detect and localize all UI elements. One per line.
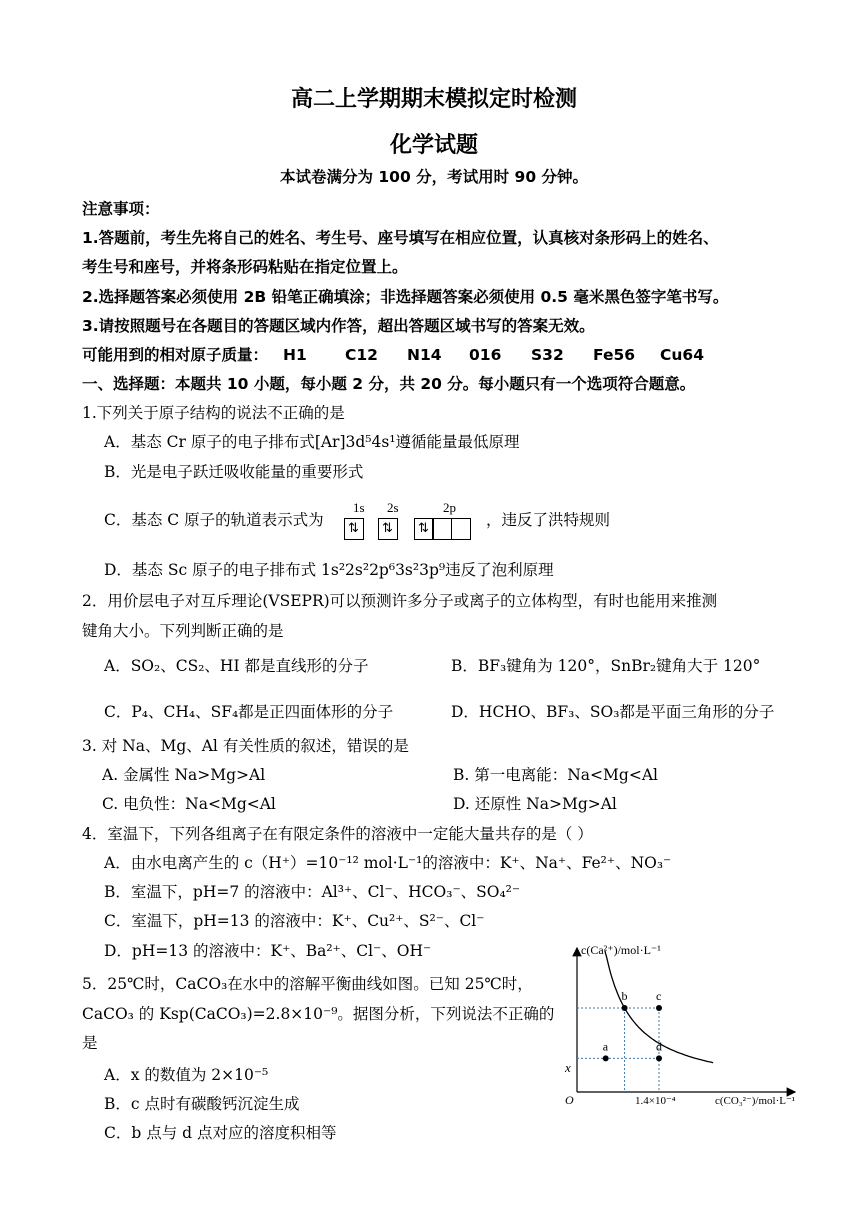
point-label-b: b xyxy=(621,989,628,1003)
atomic-mass: N14 xyxy=(407,346,442,364)
note-3: 3.请按照题号在各题目的答题区域内作答，超出答题区域书写的答案无效。 xyxy=(82,317,595,335)
atomic-mass: 016 xyxy=(469,346,502,364)
orbital-box-2p: ⇅ xyxy=(414,518,434,540)
orbital-box-2p xyxy=(432,518,452,540)
data-point-a xyxy=(603,1055,609,1061)
q4-option-b: B．室温下，pH=7 的溶液中：Al³⁺、Cl⁻、HCO₃⁻、SO₄²⁻ xyxy=(104,883,521,901)
q1-option-c: C．基态 C 原子的轨道表示式为 xyxy=(104,511,324,529)
note-1-cont: 考生号和座号，并将条形码粘贴在指定位置上。 xyxy=(82,258,408,276)
q1-option-b: B．光是电子跃迁吸收能量的重要形式 xyxy=(104,463,364,481)
q1-option-d: D．基态 Sc 原子的电子排布式 1s²2s²2p⁶3s²3p⁹违反了泡利原理 xyxy=(104,561,554,579)
orbital-label-2p: 2p xyxy=(443,500,456,515)
q3-stem: 3. 对 Na、Mg、Al 有关性质的叙述，错误的是 xyxy=(82,737,409,755)
q2-option-d: D．HCHO、BF₃、SO₃都是平面三角形的分子 xyxy=(451,703,775,721)
y-axis-label: c(Ca²⁺)/mol·L⁻¹ xyxy=(581,943,661,957)
q5-option-c: C．b 点与 d 点对应的溶度积相等 xyxy=(104,1124,337,1142)
data-point-c xyxy=(656,1005,662,1011)
data-point-b xyxy=(622,1005,628,1011)
q2-option-c: C．P₄、CH₄、SF₄都是正四面体形的分子 xyxy=(104,703,394,721)
q1-option-c-tail: ，违反了洪特规则 xyxy=(486,511,611,529)
y-tick-label: x xyxy=(565,1060,571,1075)
orbital-label-2s: 2s xyxy=(387,500,399,515)
origin-label: O xyxy=(565,1093,574,1107)
orbital-box-2p xyxy=(451,518,471,540)
data-point-d xyxy=(656,1055,662,1061)
q2-option-b: B．BF₃键角为 120°，SnBr₂键角大于 120° xyxy=(451,657,761,675)
q3-option-d: D. 还原性 Na>Mg>Al xyxy=(453,795,617,813)
q2-stem: 2．用价层电子对互斥理论(VSEPR)可以预测许多分子或离子的立体构型，有时也能用来推测 xyxy=(82,592,718,610)
page-title: 高二上学期期末模拟定时检测 xyxy=(290,87,577,112)
point-label-c: c xyxy=(656,989,662,1003)
q5-option-a: A．x 的数值为 2×10⁻⁵ xyxy=(104,1066,269,1084)
point-label-d: d xyxy=(656,1039,662,1054)
note-1: 1.答题前，考生先将自己的姓名、考生号、座号填写在相应位置，认真核对条形码上的姓名、 xyxy=(82,229,719,247)
q4-option-d: D．pH=13 的溶液中：K⁺、Ba²⁺、Cl⁻、OH⁻ xyxy=(104,942,432,960)
q5-stem-cont: CaCO₃ 的 Ksp(CaCO₃)=2.8×10⁻⁹。据图分析，下列说法不正确的 xyxy=(82,1005,555,1023)
q5-stem: 5．25℃时，CaCO₃在水中的溶解平衡曲线如图。已知 25℃时， xyxy=(82,975,533,993)
exam-intro: 本试卷满分为 100 分，考试用时 90 分钟。 xyxy=(279,168,588,186)
page-subtitle: 化学试题 xyxy=(389,133,478,158)
solubility-chart xyxy=(555,940,805,1115)
orbital-box-1s: ⇅ xyxy=(344,518,364,540)
atomic-mass: S32 xyxy=(531,346,564,364)
q4-option-a: A．由水电离产生的 c（H⁺）=10⁻¹² mol·L⁻¹的溶液中：K⁺、Na⁺、Fe²⁺、NO₃⁻ xyxy=(104,854,672,872)
q3-option-c: C. 电负性：Na<Mg<Al xyxy=(102,795,276,813)
q5-option-b: B．c 点时有碳酸钙沉淀生成 xyxy=(104,1095,300,1113)
q3-option-b: B. 第一电离能：Na<Mg<Al xyxy=(453,766,658,784)
q1-option-a: A．基态 Cr 原子的电子排布式[Ar]3d⁵4s¹遵循能量最低原理 xyxy=(104,433,520,451)
q1-stem: 1.下列关于原子结构的说法不正确的是 xyxy=(82,404,345,422)
q3-option-a: A. 金属性 Na>Mg>Al xyxy=(102,766,266,784)
q5-stem-end: 是 xyxy=(82,1034,98,1052)
atomic-mass: H1 xyxy=(283,346,307,364)
atomic-mass: Fe56 xyxy=(593,346,636,364)
orbital-box-2s: ⇅ xyxy=(378,518,398,540)
atomic-mass: C12 xyxy=(345,346,378,364)
orbital-label-1s: 1s xyxy=(353,500,365,515)
atomic-mass: Cu64 xyxy=(660,346,704,364)
section-heading: 一、选择题：本题共 10 小题，每小题 2 分，共 20 分。每小题只有一个选项符合题意。 xyxy=(82,375,696,393)
note-2: 2.选择题答案必须使用 2B 铅笔正确填涂；非选择题答案必须使用 0.5 毫米黑色签字笔书写。 xyxy=(82,288,729,306)
q2-stem-cont: 键角大小。下列判断正确的是 xyxy=(82,622,284,640)
q4-option-c: C．室温下，pH=13 的溶液中：K⁺、Cu²⁺、S²⁻、Cl⁻ xyxy=(104,912,485,930)
atomic-masses-label: 可能用到的相对原子质量： xyxy=(82,346,269,364)
point-label-a: a xyxy=(602,1039,609,1054)
notes-header: 注意事项： xyxy=(82,200,160,218)
q4-stem: 4．室温下，下列各组离子在有限定条件的溶液中一定能大量共存的是（ ） xyxy=(82,825,593,843)
q2-option-a: A．SO₂、CS₂、HI 都是直线形的分子 xyxy=(104,657,369,675)
x-tick-label: 1.4×10⁻⁴ xyxy=(635,1095,676,1107)
x-axis-label: c(CO₃²⁻)/mol·L⁻¹ xyxy=(715,1095,796,1107)
